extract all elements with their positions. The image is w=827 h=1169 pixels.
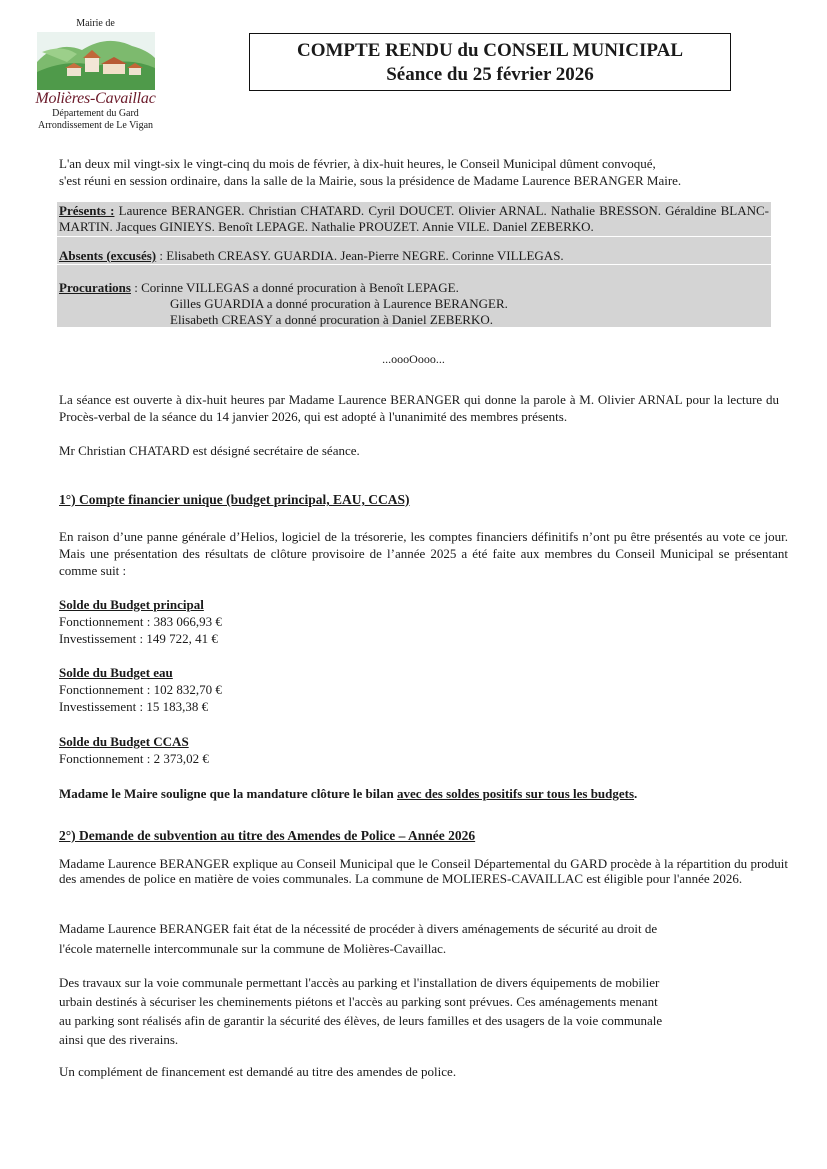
budget-ccas-title: Solde du Budget CCAS xyxy=(59,734,189,749)
section-separator: ...oooOooo... xyxy=(382,352,445,366)
budget-eau-investissement: Investissement : 15 183,38 € xyxy=(59,699,209,714)
procuration-1: : Corinne VILLEGAS a donné procuration à Benoît LEPAGE. xyxy=(130,280,459,295)
p3-line-3: au parking sont réalisés afin de garantir la sécurité des élèves, de leurs familles et des usagers de la voie communale xyxy=(59,1013,663,1028)
intro-line-2: s'est réuni en session ordinaire, dans la salle de la Mairie, sous la présidence de Madame Laurence BERANGER Maire. xyxy=(59,173,682,188)
budget-principal-investissement: Investissement : 149 722, 41 € xyxy=(59,631,218,646)
section-2-paragraph-4: Un complément de financement est demandé au titre des amendes de police. xyxy=(59,1064,457,1079)
budget-ccas-block xyxy=(59,733,459,767)
presents-list xyxy=(59,203,769,235)
p3-line-2: urbain destinés à sécuriser les cheminements piétons et l'accès au parking sont prévues. Ces aménagements menant xyxy=(59,994,658,1009)
attendance-divider xyxy=(57,236,771,237)
section-2-paragraph-3 xyxy=(59,973,799,1049)
section-1-conclusion xyxy=(59,785,788,802)
section-2-heading: 2°) Demande de subvention au titre des Amendes de Police – Année 2026 xyxy=(59,828,476,843)
conclusion-period: . xyxy=(634,786,638,801)
departement-label: Département du Gard xyxy=(52,108,139,119)
budget-eau-title: Solde du Budget eau xyxy=(59,665,173,680)
absents-list xyxy=(59,248,769,264)
procuration-3: Elisabeth CREASY a donné procuration à Daniel ZEBERKO. xyxy=(170,312,494,327)
budget-eau-fonctionnement: Fonctionnement : 102 832,70 € xyxy=(59,682,222,697)
section-2-paragraph-2 xyxy=(59,919,799,959)
intro-line-1: L'an deux mil vingt-six le vingt-cinq du mois de février, à dix-huit heures, le Conseil Municipal dûment convoqué, xyxy=(59,156,656,171)
procurations-label: Procurations xyxy=(59,280,131,295)
mairie-de-label: Mairie de xyxy=(76,18,115,29)
opening-paragraph: La séance est ouverte à dix-huit heures par Madame Laurence BERANGER qui donne la parole à M. Olivier ARNAL pour la lecture du Procès-verbal de la séance du 14 janvier 2026, qui est adopté à l'unanimité des membres présents. xyxy=(59,392,779,424)
p3-line-4: ainsi que des riverains. xyxy=(59,1032,179,1047)
conclusion-emphasis: avec des soldes positifs sur tous les budgets xyxy=(397,786,635,801)
mairie-logo-block xyxy=(28,18,163,132)
budget-principal-title: Solde du Budget principal xyxy=(59,597,204,612)
p3-line-1: Des travaux sur la voie communale permettant l'accès au parking et l'installation de divers équipements de mobilier xyxy=(59,975,660,990)
p2-line-2: l'école maternelle intercommunale sur la commune de Molières-Cavaillac. xyxy=(59,941,447,956)
conclusion-text: Madame le Maire souligne que la mandature clôture le bilan xyxy=(59,786,397,801)
section-1-heading: 1°) Compte financier unique (budget principal, EAU, CCAS) xyxy=(59,492,410,507)
budget-eau-block xyxy=(59,664,459,715)
document-title: COMPTE RENDU du CONSEIL MUNICIPAL xyxy=(296,40,684,61)
section-1-paragraph: En raison d’une panne générale d’Helios, logiciel de la trésorerie, les comptes financiers définitifs n’ont pu être présentés au vote ce jour. Mais une présentation des résultats de clôture provisoire de l’année 2025 a été faite aux membres du Conseil Municipal se présentant comme suit : xyxy=(59,529,788,578)
commune-logo-lettering: Molières-Cavaillac xyxy=(35,90,156,107)
section-2-paragraph-1: Madame Laurence BERANGER explique au Conseil Municipal que le Conseil Départemental du GARD procède à la répartition du produit des amendes de police en matière de voies communales. La commune de MOLIERES-CAVAILLAC est éligible pour l'année 2026. xyxy=(59,856,788,886)
attendance-divider xyxy=(57,264,771,265)
intro-paragraph xyxy=(59,155,779,189)
document-title-box xyxy=(249,33,731,91)
procurations-block xyxy=(59,280,769,328)
procuration-2: Gilles GUARDIA a donné procuration à Laurence BERANGER. xyxy=(170,296,508,311)
presents-label: Présents : xyxy=(59,203,115,218)
absents-label: Absents (excusés) xyxy=(59,248,157,263)
presents-names: Laurence BERANGER. Christian CHATARD. Cyril DOUCET. Olivier ARNAL. Nathalie BRESSON. Géraldine BLANC-MARTIN. Jacques GINIEYS. Benoît LEPAGE. Nathalie PROUZET. Annie VILE. Daniel ZEBERKO. xyxy=(59,203,769,234)
absents-names: : Elisabeth CREASY. GUARDIA. Jean-Pierre NEGRE. Corinne VILLEGAS. xyxy=(156,248,564,263)
session-date: Séance du 25 février 2026 xyxy=(386,64,594,85)
p2-line-1: Madame Laurence BERANGER fait état de la nécessité de procéder à divers aménagements de sécurité au droit de xyxy=(59,921,658,936)
budget-ccas-fonctionnement: Fonctionnement : 2 373,02 € xyxy=(59,751,209,766)
village-logo-image xyxy=(37,32,155,90)
budget-principal-fonctionnement: Fonctionnement : 383 066,93 € xyxy=(59,614,222,629)
budget-principal-block xyxy=(59,596,459,647)
secretary-paragraph: Mr Christian CHATARD est désigné secrétaire de séance. xyxy=(59,443,360,458)
arrondissement-label: Arrondissement de Le Vigan xyxy=(37,120,154,131)
